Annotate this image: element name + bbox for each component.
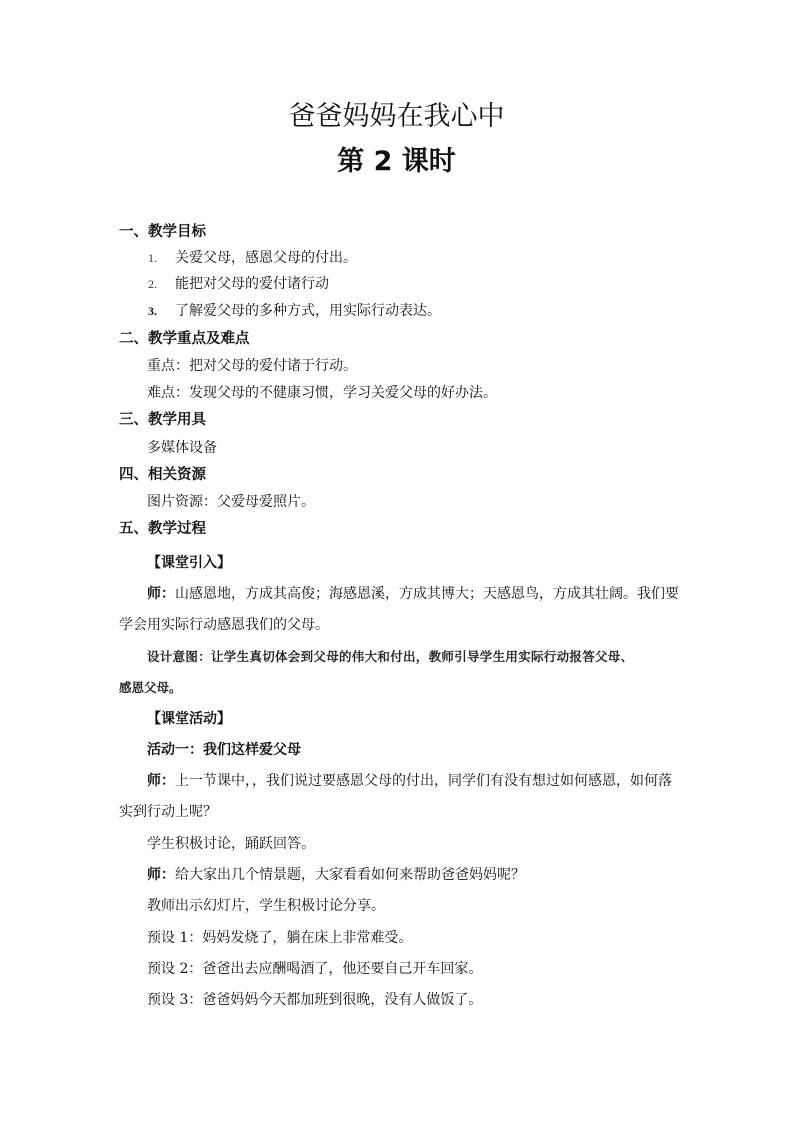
activity-heading: 【课堂活动】: [147, 711, 231, 727]
document-title: 爸爸妈妈在我心中: [288, 101, 505, 132]
students-response: 学生积极讨论，踊跃回答。: [147, 836, 315, 852]
preset-item: 预设 1：妈妈发烧了，躺在床上非常难受。: [147, 930, 413, 946]
lesson-subtitle: [0, 145, 793, 179]
section-heading-objectives: 一、教学目标: [119, 223, 206, 240]
objective-item: [148, 274, 329, 294]
section-heading-resources: 四、相关资源: [119, 466, 206, 483]
preset-item: 预设 3：爸爸妈妈今天都加班到很晚，没有人做饭了。: [147, 992, 483, 1008]
subtitle-prefix: 第: [337, 146, 365, 177]
subtitle-number: 2: [373, 146, 393, 177]
intro-paragraph-line: 学会用实际行动感恩我们的父母。: [119, 617, 329, 633]
difficult-point: 难点：发现父母的不健康习惯，学习关爱父母的好办法。: [147, 385, 497, 401]
design-intent-line: 设计意图：让学生真切体会到父母的伟大和付出，教师引导学生用实际行动报答父母、: [147, 649, 634, 664]
teacher-paragraph-line: 实到行动上呢？: [119, 804, 217, 820]
design-intent-line: 感恩父母。: [119, 680, 182, 695]
teacher-label: 师：: [147, 773, 175, 789]
intro-heading: 【课堂引入】: [147, 555, 231, 571]
intro-paragraph-line: 师：山感恩地，方成其高俊；海感恩溪，方成其博大；天感恩鸟，方成其壮阔。我们要: [147, 586, 679, 602]
key-point: 重点：把对父母的爱付诸于行动。: [147, 358, 357, 374]
teacher-paragraph-line: 师：给大家出几个情景题，大家看看如何来帮助爸爸妈妈呢？: [147, 867, 525, 883]
objective-number: 1.: [148, 251, 157, 265]
objective-number: 3.: [148, 304, 157, 318]
activity-one-title: 活动一：我们这样爱父母: [147, 742, 301, 758]
objective-text: 能把对父母的爱付诸行动: [175, 276, 329, 292]
slides-line: 教师出示幻灯片，学生积极讨论分享。: [147, 898, 385, 914]
teacher-label: 师：: [147, 867, 175, 883]
objective-text: 了解爱父母的多种方式，用实际行动表达。: [175, 303, 441, 319]
objective-item: [148, 301, 441, 321]
tools-text: 多媒体设备: [147, 440, 217, 456]
subtitle-suffix: 课时: [401, 146, 456, 177]
preset-item: 预设 2：爸爸出去应酬喝酒了，他还要自己开车回家。: [147, 961, 483, 977]
section-heading-tools: 三、教学用具: [119, 411, 206, 428]
objective-number: 2.: [148, 277, 157, 291]
objective-text: 关爱父母，感恩父母的付出。: [175, 250, 357, 266]
section-heading-process: 五、教学过程: [119, 520, 206, 537]
objective-item: [148, 248, 357, 268]
section-heading-key-points: 二、教学重点及难点: [119, 330, 250, 347]
teacher-label: 师：: [147, 586, 175, 602]
resources-text: 图片资源：父爱母爱照片。: [147, 494, 315, 510]
teacher-paragraph-line: 师：上一节课中，，我们说过要感恩父母的付出，同学们有没有想过如何感恩，如何落: [147, 773, 672, 789]
